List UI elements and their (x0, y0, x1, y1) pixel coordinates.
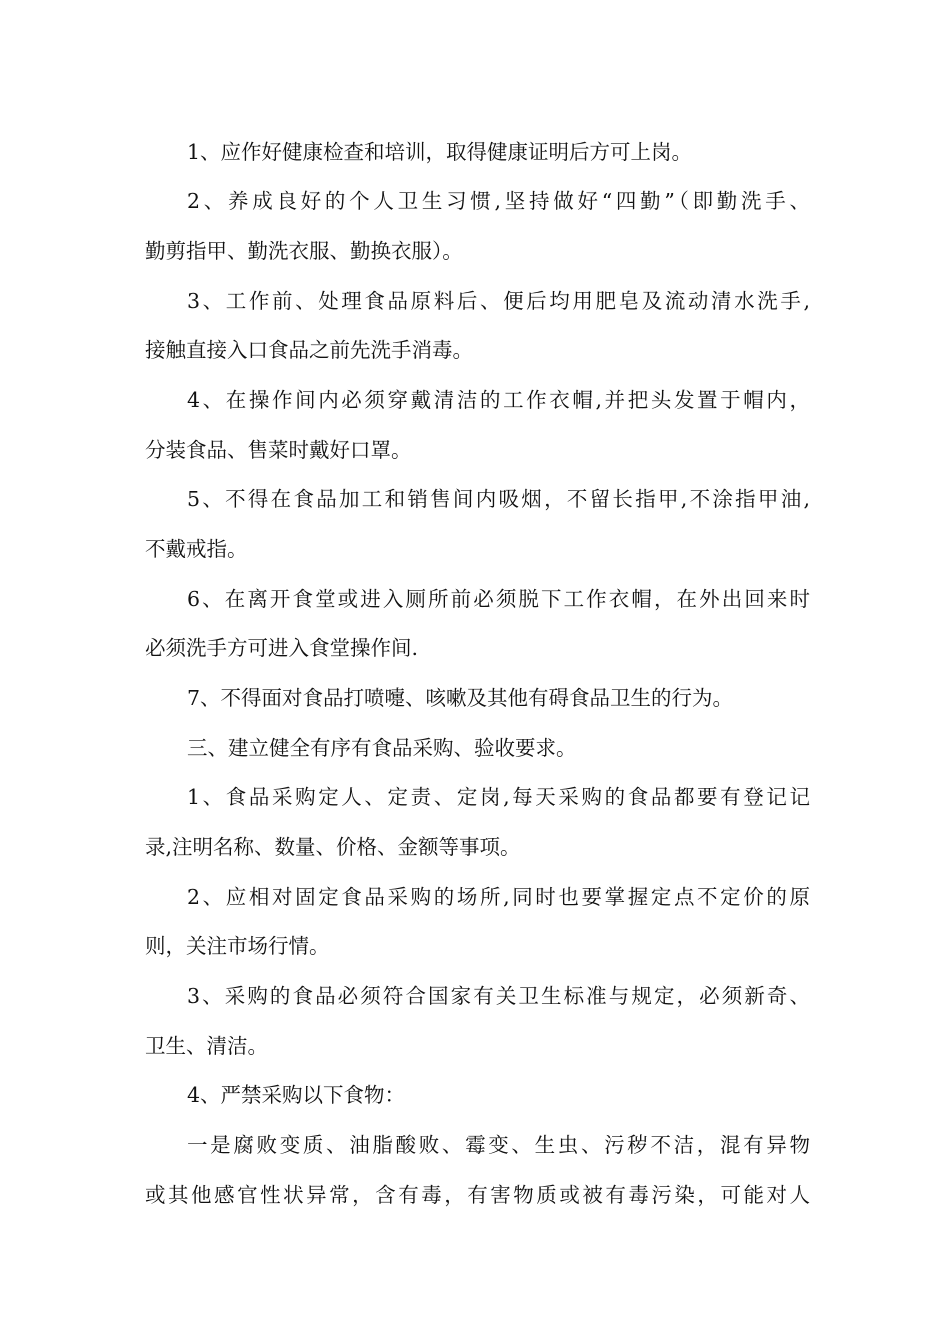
text-line: 卫生、清洁。 (145, 1034, 268, 1058)
text-line: 3、采购的食品必须符合国家有关卫生标准与规定，必须新奇、 (187, 984, 810, 1008)
text-line: 5、不得在食品加工和销售间内吸烟，不留长指甲,不涂指甲油, (187, 487, 810, 511)
text-line: 一是腐败变质、油脂酸败、霉变、生虫、污秽不洁，混有异物 (187, 1133, 810, 1157)
text-line: 7、不得面对食品打喷嚏、咳嗽及其他有碍食品卫生的行为。 (187, 686, 734, 710)
text-line: 勤剪指甲、勤洗衣服、勤换衣服）。 (145, 239, 463, 263)
text-line: 录,注明名称、数量、价格、金额等事项。 (145, 835, 521, 859)
text-line: 3、工作前、处理食品原料后、便后均用肥皂及流动清水洗手, (187, 289, 810, 313)
text-line: 接触直接入口食品之前先洗手消毒。 (145, 338, 473, 362)
text-line: 不戴戒指。 (145, 537, 248, 561)
text-line: 2、应相对固定食品采购的场所,同时也要掌握定点不定价的原 (187, 885, 810, 909)
text-line: 必须洗手方可进入食堂操作间. (145, 636, 419, 660)
text-line: 2、养成良好的个人卫生习惯,坚持做好“四勤”（即勤洗手、 (187, 189, 810, 213)
text-line: 4、严禁采购以下食物： (187, 1083, 406, 1107)
text-line: 则，关注市场行情。 (145, 934, 330, 958)
text-line: 或其他感官性状异常，含有毒，有害物质或被有毒污染，可能对人 (145, 1183, 810, 1207)
text-line: 4、在操作间内必须穿戴清洁的工作衣帽,并把头发置于帽内， (187, 388, 810, 412)
text-line: 1、应作好健康检查和培训，取得健康证明后方可上岗。 (187, 140, 693, 164)
text-line: 6、在离开食堂或进入厕所前必须脱下工作衣帽，在外出回来时 (187, 587, 810, 611)
text-line: 分装食品、售菜时戴好口罩。 (145, 438, 412, 462)
text-line: 1、食品采购定人、定责、定岗,每天采购的食品都要有登记记 (187, 785, 810, 809)
section-heading: 三、建立健全有序有食品采购、验收要求。 (187, 736, 577, 760)
